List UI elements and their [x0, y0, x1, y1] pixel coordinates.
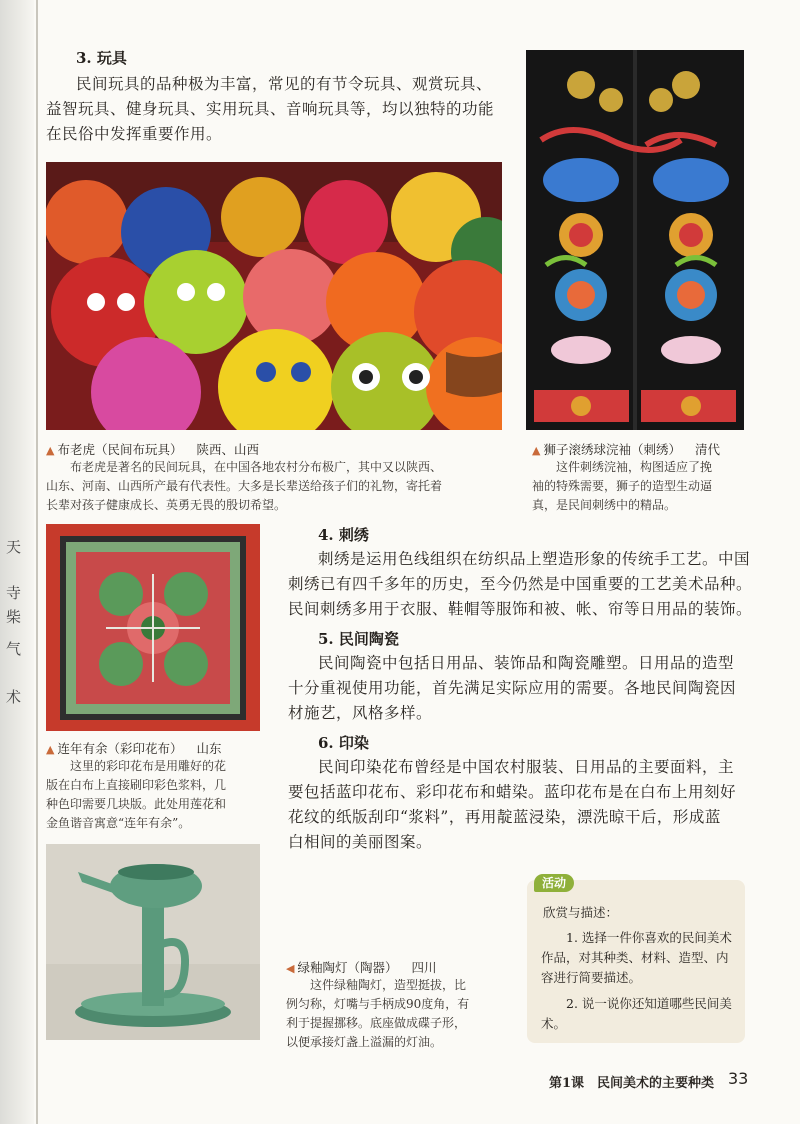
caption-line: 金鱼谐音寓意“连年有余”。	[46, 816, 191, 830]
activity-tag: 活动	[534, 874, 574, 892]
caption-line: 山东、河南、山西所产最有代表性。大多是长辈送给孩子们的礼物，寄托着	[46, 479, 443, 493]
caption-line: 长辈对孩子健康成长、英勇无畏的殷切希望。	[46, 498, 287, 512]
cloth-tiger-photo	[46, 162, 502, 430]
activity-item: 1. 选择一件你喜欢的民间美术作品，对其种类、材料、造型、内容进行简要描述。	[541, 930, 732, 985]
para-line: 民间印染花布曾经是中国农村服装、日用品的主要面料，主	[318, 758, 735, 776]
para-line: 民间刺绣多用于衣服、鞋帽等服饰和被、帐、帘等日用品的装饰。	[288, 600, 753, 618]
para-line: 花纹的纸版刮印“浆料”，再用靛蓝浸染，漂洗晾干后，形成蓝	[288, 808, 721, 826]
green-glazed-lamp-photo	[46, 844, 260, 1040]
caption-line: 利于提握挪移。底座做成碟子形，	[286, 1016, 467, 1030]
caption-title-sleeve: ▲ 狮子滚绣球浣袖（刺绣） 清代	[532, 442, 720, 457]
side-char: 寺	[6, 584, 22, 602]
caption-line: 种色印需要几块版。此处用莲花和	[46, 797, 227, 811]
activity-item: 2. 说一说你还知道哪些民间美术。	[541, 996, 732, 1031]
caption-line: 这件绿釉陶灯，造型挺拔，比	[310, 978, 467, 992]
section-heading-ceramics: 5. 民间陶瓷	[318, 630, 399, 648]
para-line: 材施艺，风格多样。	[288, 704, 433, 722]
triangle-marker-icon: ▲	[46, 444, 55, 457]
para-line: 刺绣已有四千多年的历史，至今仍然是中国重要的工艺美术品种。	[288, 575, 753, 593]
para-line: 十分重视使用功能，首先满足实际应用的需要。各地民间陶瓷因	[288, 679, 737, 697]
caption-title-lamp: ◀ 绿釉陶灯（陶器） 四川	[286, 960, 437, 975]
triangle-marker-icon: ▲	[46, 743, 55, 756]
para-line: 民间玩具的品种极为丰富，常见的有节令玩具、观赏玩具、	[76, 75, 493, 93]
binding-line	[36, 0, 38, 1124]
page-number: 33	[728, 1069, 749, 1088]
page-binding-edge	[0, 0, 34, 1124]
triangle-marker-icon: ▲	[532, 444, 541, 457]
para-line: 白相间的美丽图案。	[288, 833, 433, 851]
caption-line: 以便承接灯盏上溢漏的灯油。	[286, 1035, 443, 1049]
printed-cloth-photo	[46, 524, 260, 731]
side-char: 气	[6, 640, 22, 658]
para-line: 要包括蓝印花布、彩印花布和蜡染。蓝印花布是在白布上用刻好	[288, 783, 737, 801]
caption-line: 袖的特殊需要，狮子的造型生动逼	[532, 479, 713, 493]
para-line: 民间陶瓷中包括日用品、装饰品和陶瓷雕塑。日用品的造型	[318, 654, 735, 672]
para-line: 在民俗中发挥重要作用。	[46, 125, 223, 143]
caption-line: 这件刺绣浣袖，构图适应了挽	[556, 460, 713, 474]
caption-title-tiger: ▲ 布老虎（民间布玩具） 陕西、山西	[46, 442, 259, 457]
caption-line: 版在白布上直接刷印彩色浆料，几	[46, 778, 227, 792]
para-line: 刺绣是运用色线组织在纺织品上塑造形象的传统手工艺。中国	[318, 550, 751, 568]
side-char: 天	[6, 538, 22, 556]
activity-subtitle: 欣赏与描述：	[543, 905, 619, 920]
embroidered-sleeve-photo	[526, 50, 744, 430]
side-char: 术	[6, 688, 22, 706]
caption-title-cloth: ▲ 连年有余（彩印花布） 山东	[46, 741, 222, 756]
triangle-marker-icon: ◀	[286, 962, 295, 975]
footer-lesson-title: 第1课 民间美术的主要种类	[549, 1076, 715, 1091]
side-char: 柴	[6, 608, 22, 626]
caption-line: 这里的彩印花布是用雕好的花	[70, 759, 227, 773]
para-line: 益智玩具、健身玩具、实用玩具、音响玩具等，均以独特的功能	[46, 100, 495, 118]
caption-line: 真，是民间刺绣中的精品。	[532, 498, 677, 512]
caption-line: 例匀称，灯嘴与手柄成90度角，有	[286, 997, 470, 1011]
section-heading-embroidery: 4. 刺绣	[318, 526, 369, 544]
section-heading-dyeing: 6. 印染	[318, 734, 369, 752]
section-heading-toys: 3. 玩具	[76, 49, 127, 67]
caption-line: 布老虎是著名的民间玩具，在中国各地农村分布极广，其中又以陕西、	[70, 460, 443, 474]
